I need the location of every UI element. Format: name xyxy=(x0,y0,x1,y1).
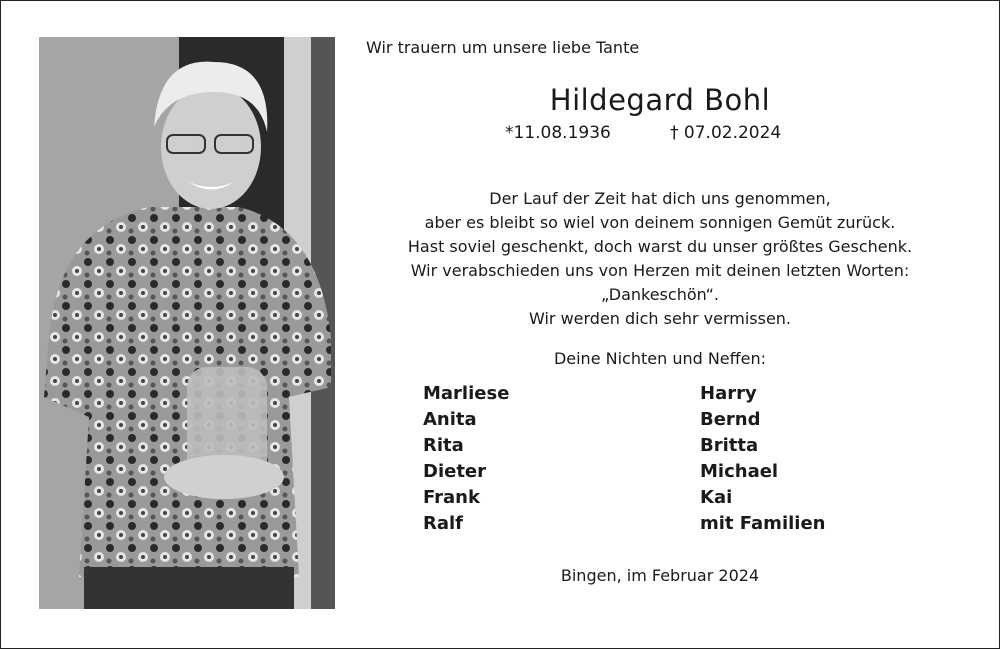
mourner-name: Ralf xyxy=(423,513,464,534)
mourner-name: mit Familien xyxy=(700,513,826,534)
verse-line: „Dankeschön“. xyxy=(601,285,719,304)
intro-text: Wir trauern um unsere liebe Tante xyxy=(366,38,640,57)
birth-date: *11.08.1936 xyxy=(505,123,611,143)
mourner-name: Michael xyxy=(700,461,779,482)
mourner-name: Kai xyxy=(700,487,733,508)
mourner-name: Anita xyxy=(423,409,477,430)
mourner-name: Frank xyxy=(423,487,480,508)
death-date: † 07.02.2024 xyxy=(670,123,782,143)
verse-line: Wir verabschieden uns von Herzen mit deinen letzten Worten: xyxy=(410,261,910,280)
mourner-name: Harry xyxy=(700,383,757,404)
mourner-name: Bernd xyxy=(700,409,761,430)
mourner-name: Britta xyxy=(700,435,759,456)
mourner-name: Rita xyxy=(423,435,464,456)
deceased-name: Hildegard Bohl xyxy=(549,83,771,117)
signature-heading: Deine Nichten und Neffen: xyxy=(553,349,767,368)
verse-line: Wir werden dich sehr vermissen. xyxy=(528,309,792,328)
verse-line: Der Lauf der Zeit hat dich uns genommen, xyxy=(489,189,831,208)
mourner-name: Marliese xyxy=(423,383,510,404)
place-date: Bingen, im Februar 2024 xyxy=(560,566,760,585)
portrait-photo xyxy=(39,37,335,609)
names-left-column xyxy=(423,381,509,537)
mourner-name: Dieter xyxy=(423,461,487,482)
verse-line: Hast soviel geschenkt, doch warst du unser größtes Geschenk. xyxy=(407,237,913,256)
verse-line: aber es bleibt so wiel von deinem sonnigen Gemüt zurück. xyxy=(424,213,896,232)
verse xyxy=(350,187,970,331)
names-right-column xyxy=(700,381,825,537)
